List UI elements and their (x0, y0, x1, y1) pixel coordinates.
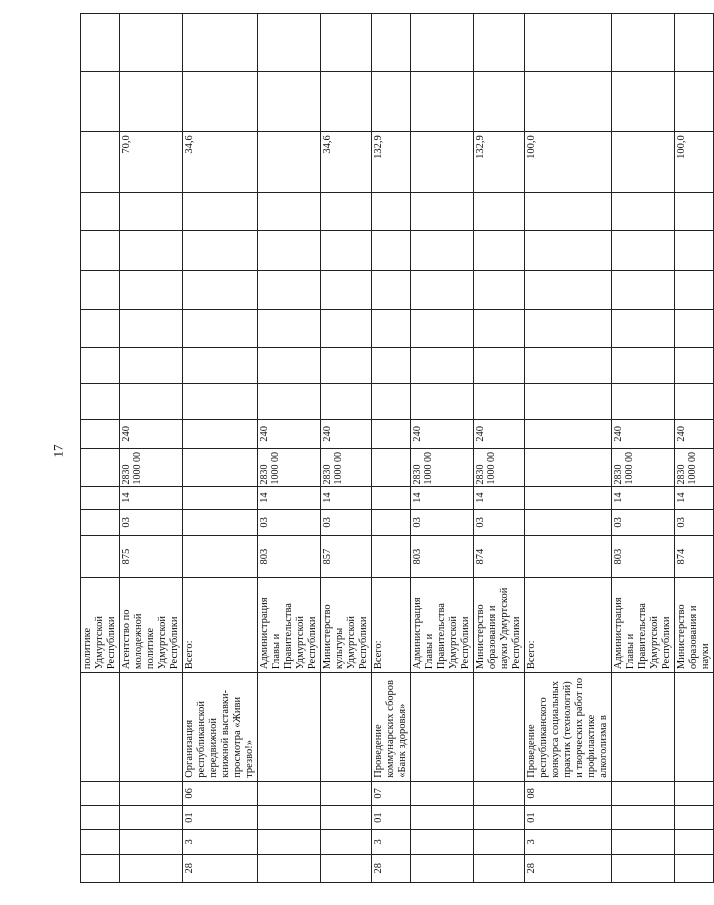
table-cell: 2830 1000 00 (474, 448, 525, 486)
table-cell (612, 231, 675, 271)
table-cell (411, 310, 474, 348)
table-cell (120, 830, 183, 854)
table-cell (81, 132, 120, 193)
table-cell: Министерство образования и науки (675, 578, 714, 673)
table-cell: Проведение республиканского конкурса социальных практик (технологий) и творческих работ по профилактике алкоголизма в (525, 673, 612, 782)
table-cell (258, 384, 321, 420)
table-cell (411, 830, 474, 854)
table-cell: 14 (321, 486, 372, 509)
table-row (675, 14, 714, 883)
table-cell (372, 486, 411, 509)
table-cell (525, 509, 612, 535)
table-cell (675, 384, 714, 420)
table-cell (183, 509, 258, 535)
table-cell (258, 231, 321, 271)
table-cell (183, 271, 258, 310)
table-cell (120, 193, 183, 231)
table-cell (258, 310, 321, 348)
table-cell (183, 486, 258, 509)
table-cell: 875 (120, 536, 183, 578)
table-cell (183, 536, 258, 578)
table-cell (321, 193, 372, 231)
table-cell (612, 14, 675, 72)
table-cell (675, 310, 714, 348)
table-cell: 240 (612, 420, 675, 448)
table-cell (612, 132, 675, 193)
table-cell (120, 14, 183, 72)
table-cell: 08 (525, 781, 612, 805)
table-cell (258, 193, 321, 231)
table-cell: 874 (474, 536, 525, 578)
table-cell: 14 (612, 486, 675, 509)
table-cell: 132,9 (474, 132, 525, 193)
table-cell (258, 348, 321, 384)
table-cell: 2830 1000 00 (321, 448, 372, 486)
table-row (81, 14, 120, 883)
table-cell (411, 193, 474, 231)
table-cell (675, 781, 714, 805)
table-row (258, 14, 321, 883)
table-cell (183, 448, 258, 486)
table-cell (525, 384, 612, 420)
table-cell (525, 420, 612, 448)
table-cell (372, 72, 411, 132)
table-cell (675, 854, 714, 882)
table-cell (525, 310, 612, 348)
table-cell: 03 (474, 509, 525, 535)
table-cell (81, 536, 120, 578)
table-cell (321, 348, 372, 384)
table-cell (321, 830, 372, 854)
table-cell (81, 830, 120, 854)
table-cell (81, 448, 120, 486)
table-cell (258, 806, 321, 830)
table-cell (675, 271, 714, 310)
table-cell: 14 (675, 486, 714, 509)
table-row (525, 14, 612, 883)
table-cell: Проведение коммунарских сборов «Банк здоровья» (372, 673, 411, 782)
table-cell (675, 193, 714, 231)
table-cell: Всего: (525, 578, 612, 673)
table-cell (411, 781, 474, 805)
table-cell (612, 781, 675, 805)
table-cell: 14 (120, 486, 183, 509)
table-cell (612, 193, 675, 231)
table-cell (120, 271, 183, 310)
table-cell (120, 673, 183, 782)
table-cell (612, 830, 675, 854)
table-cell (81, 310, 120, 348)
table-cell (120, 231, 183, 271)
table-cell (675, 72, 714, 132)
table-cell (321, 854, 372, 882)
table-cell (81, 420, 120, 448)
table-cell: 3 (183, 830, 258, 854)
table-cell (372, 448, 411, 486)
table-cell (81, 509, 120, 535)
table-row (183, 14, 258, 883)
table-cell (81, 14, 120, 72)
table-cell (411, 231, 474, 271)
table-cell: 34,6 (183, 132, 258, 193)
table-cell: Агентство по молодежной политике Удмуртской Республики (120, 578, 183, 673)
table-cell (525, 231, 612, 271)
table-cell (81, 384, 120, 420)
table-cell: 240 (258, 420, 321, 448)
table-cell (258, 830, 321, 854)
table-cell: 2830 1000 00 (612, 448, 675, 486)
table-cell: 14 (411, 486, 474, 509)
table-cell (372, 348, 411, 384)
table-cell (183, 193, 258, 231)
table-cell (675, 348, 714, 384)
table-cell (525, 193, 612, 231)
table-cell: Организация республиканской передвижной книжной выставки-просмотра «Живи трезво!» (183, 673, 258, 782)
table-cell (474, 193, 525, 231)
table-cell: 2830 1000 00 (120, 448, 183, 486)
table-cell (372, 231, 411, 271)
table-cell (321, 14, 372, 72)
table-cell (411, 348, 474, 384)
table-cell (411, 271, 474, 310)
table-cell (321, 806, 372, 830)
table-cell (612, 854, 675, 882)
table-cell: 03 (675, 509, 714, 535)
table-cell: Администрация Главы и Правительства Удмуртской Республики (258, 578, 321, 673)
table-cell (183, 384, 258, 420)
table-cell (81, 193, 120, 231)
table-cell (81, 72, 120, 132)
table-cell (81, 271, 120, 310)
table-cell (258, 781, 321, 805)
table-cell (612, 348, 675, 384)
table-cell (321, 781, 372, 805)
table-cell (474, 830, 525, 854)
table-cell: 240 (120, 420, 183, 448)
table-cell (411, 14, 474, 72)
table-cell: 857 (321, 536, 372, 578)
table-row (321, 14, 372, 883)
table-row (372, 14, 411, 883)
table-cell (81, 486, 120, 509)
table-cell: 100,0 (675, 132, 714, 193)
table-cell (81, 854, 120, 882)
table-cell (612, 673, 675, 782)
table-cell (675, 830, 714, 854)
table-cell (120, 384, 183, 420)
table-cell (120, 781, 183, 805)
table-cell: 240 (474, 420, 525, 448)
table-cell (183, 348, 258, 384)
table-cell (525, 486, 612, 509)
table-cell (372, 509, 411, 535)
table-cell: 01 (372, 806, 411, 830)
table-cell: Всего: (183, 578, 258, 673)
table-cell (474, 271, 525, 310)
table-cell (258, 673, 321, 782)
table-cell (183, 231, 258, 271)
table-cell (81, 806, 120, 830)
table-cell (321, 384, 372, 420)
table-cell (321, 72, 372, 132)
budget-table (80, 13, 714, 883)
table-cell: 01 (183, 806, 258, 830)
table-cell (258, 14, 321, 72)
table-cell: 01 (525, 806, 612, 830)
table-cell (321, 673, 372, 782)
table-cell (474, 384, 525, 420)
table-cell (525, 14, 612, 72)
table-cell (474, 781, 525, 805)
table-cell (525, 448, 612, 486)
table-cell: 803 (612, 536, 675, 578)
table-cell: 03 (258, 509, 321, 535)
table-cell (183, 72, 258, 132)
table-cell (81, 348, 120, 384)
table-cell: Министерство образования и науки Удмуртской Республики (474, 578, 525, 673)
table-cell: Всего: (372, 578, 411, 673)
table-cell: 3 (372, 830, 411, 854)
table-cell (474, 348, 525, 384)
page-number: 17 (50, 444, 66, 458)
table-cell (612, 806, 675, 830)
table-cell (612, 271, 675, 310)
table-cell: 132,9 (372, 132, 411, 193)
table-cell (525, 348, 612, 384)
table-cell (612, 72, 675, 132)
table-cell (183, 420, 258, 448)
table-cell (474, 806, 525, 830)
table-cell (525, 72, 612, 132)
table-row (411, 14, 474, 883)
table-cell (474, 231, 525, 271)
table-cell (474, 310, 525, 348)
table-body (81, 14, 714, 883)
table-cell: 28 (372, 854, 411, 882)
table-cell (81, 231, 120, 271)
table-cell: 06 (183, 781, 258, 805)
table-cell: 100,0 (525, 132, 612, 193)
table-cell (612, 310, 675, 348)
table-cell: 03 (612, 509, 675, 535)
table-cell: 3 (525, 830, 612, 854)
table-cell: 803 (411, 536, 474, 578)
table-cell (675, 14, 714, 72)
table-cell (372, 14, 411, 72)
table-cell (411, 72, 474, 132)
table-cell: 14 (258, 486, 321, 509)
table-cell (183, 14, 258, 72)
table-cell (120, 310, 183, 348)
table-cell (321, 231, 372, 271)
table-cell (372, 384, 411, 420)
table-cell: 03 (120, 509, 183, 535)
table-cell (120, 72, 183, 132)
table-cell: 34,6 (321, 132, 372, 193)
table-cell (474, 673, 525, 782)
table-cell (474, 14, 525, 72)
table-cell: 2830 1000 00 (411, 448, 474, 486)
table-cell: 803 (258, 536, 321, 578)
table-cell (183, 310, 258, 348)
table-cell (321, 310, 372, 348)
table-cell (675, 673, 714, 782)
table-cell: 240 (675, 420, 714, 448)
table-cell (81, 673, 120, 782)
table-cell: 14 (474, 486, 525, 509)
table-cell (372, 420, 411, 448)
table-cell (258, 132, 321, 193)
table-cell: 03 (321, 509, 372, 535)
table-cell (411, 673, 474, 782)
table-cell (120, 854, 183, 882)
table-cell (675, 806, 714, 830)
rotated-table-container (80, 13, 711, 883)
table-cell (474, 72, 525, 132)
table-cell: 28 (525, 854, 612, 882)
table-cell: 2830 1000 00 (675, 448, 714, 486)
table-row (474, 14, 525, 883)
table-cell (372, 536, 411, 578)
table-cell: 07 (372, 781, 411, 805)
table-cell (120, 348, 183, 384)
table-cell: 240 (321, 420, 372, 448)
table-cell (525, 536, 612, 578)
table-cell: Администрация Главы и Правительства Удмуртской Республики (411, 578, 474, 673)
table-cell (120, 806, 183, 830)
table-row (612, 14, 675, 883)
table-cell: 70,0 (120, 132, 183, 193)
table-cell (525, 271, 612, 310)
table-cell: 874 (675, 536, 714, 578)
table-cell (411, 132, 474, 193)
table-cell: Администрация Главы и Правительства Удмуртской Республики (612, 578, 675, 673)
table-cell (411, 806, 474, 830)
table-cell (258, 72, 321, 132)
table-cell (675, 231, 714, 271)
table-cell: Министерство культуры Удмуртской Республики (321, 578, 372, 673)
table-cell: 2830 1000 00 (258, 448, 321, 486)
table-cell (411, 854, 474, 882)
table-cell (372, 310, 411, 348)
table-cell: 28 (183, 854, 258, 882)
table-cell (372, 271, 411, 310)
table-cell (372, 193, 411, 231)
table-row (120, 14, 183, 883)
table-cell (321, 271, 372, 310)
table-cell: политике Удмуртской Республики (81, 578, 120, 673)
table-cell: 03 (411, 509, 474, 535)
table-cell (411, 384, 474, 420)
table-cell (258, 271, 321, 310)
table-cell (258, 854, 321, 882)
table-cell (81, 781, 120, 805)
table-cell (612, 384, 675, 420)
table-cell (474, 854, 525, 882)
table-cell: 240 (411, 420, 474, 448)
